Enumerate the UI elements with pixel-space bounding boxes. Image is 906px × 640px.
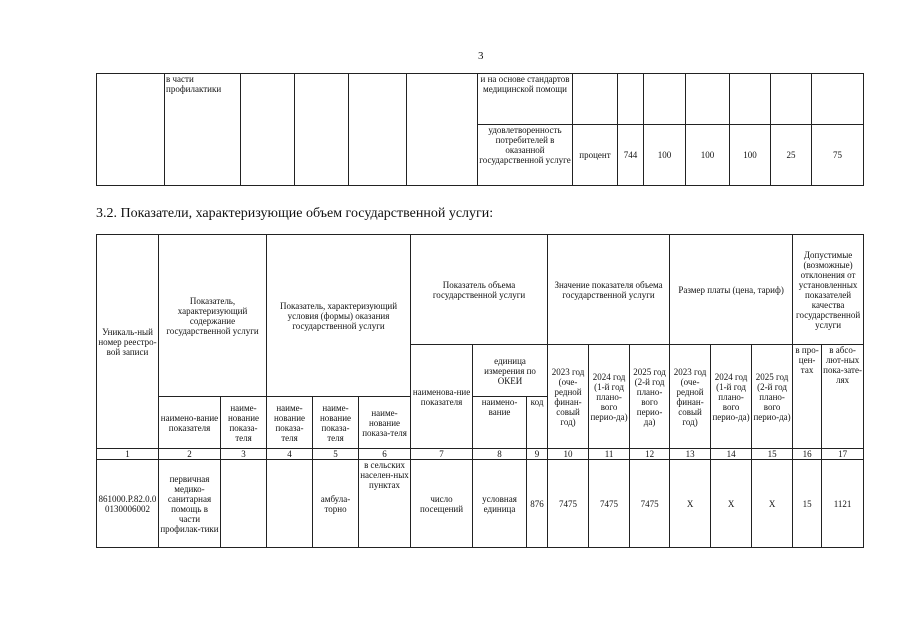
hdr-value-2024: 2024 год (1-й год плано-вого перио-да) (589, 345, 630, 449)
t1-code: 744 (618, 125, 644, 186)
t1-empty (730, 74, 771, 125)
unit-code: 876 (527, 460, 548, 548)
quality-table-continuation (96, 73, 864, 186)
column-number: 9 (527, 449, 548, 460)
hdr-content-name-1: наимено-вание показателя (159, 397, 221, 449)
hdr-unique-no: Уникаль-ный номер реестро-вой записи (97, 235, 159, 449)
column-number: 17 (822, 449, 864, 460)
t1-empty (618, 74, 644, 125)
t1-value-2024: 100 (686, 125, 730, 186)
column-number: 5 (313, 449, 359, 460)
value-2025: 7475 (630, 460, 670, 548)
hdr-condition-name-2: наиме-нование показа-теля (313, 397, 359, 449)
column-number: 6 (359, 449, 411, 460)
hdr-dev-pct: в про-цен-тах (793, 345, 822, 449)
t1-cell-4 (295, 74, 349, 186)
column-number: 1 (97, 449, 159, 460)
page-number: 3 (478, 50, 484, 62)
t1-cell-6 (407, 74, 478, 186)
t1-cell-3 (241, 74, 295, 186)
t1-unit: процент (573, 125, 618, 186)
deviation-percent: 15 (793, 460, 822, 548)
t1-indicator-2: удовлетворенность потребителей в оказанной государственной услуге (478, 125, 573, 186)
hdr-fee-2024: 2024 год (1-й год плано-вого перио-да) (711, 345, 752, 449)
column-number: 14 (711, 449, 752, 460)
column-number: 8 (473, 449, 527, 460)
t1-content-cell: в части профилактики (165, 74, 241, 186)
t1-empty (812, 74, 864, 125)
volume-indicator-name: число посещений (411, 460, 473, 548)
condition-indicator-2: амбула-торно (313, 460, 359, 548)
t1-cell-1 (97, 74, 165, 186)
fee-2025: Х (752, 460, 793, 548)
t1-empty (771, 74, 812, 125)
column-number: 11 (589, 449, 630, 460)
t1-empty (686, 74, 730, 125)
section-heading: 3.2. Показатели, характеризующие объем государственной услуги: (96, 206, 494, 221)
table-row (97, 460, 864, 548)
column-number: 16 (793, 449, 822, 460)
condition-indicator-3: в сельских населен-ных пунктах (359, 460, 411, 548)
t1-dev-abs: 75 (812, 125, 864, 186)
hdr-value-2025: 2025 год (2-й год плано-вого перио-да) (630, 345, 670, 449)
hdr-volume: Показатель объема государственной услуги (411, 235, 548, 345)
t1-empty (644, 74, 686, 125)
hdr-volume-name: наименова-ние показателя (411, 345, 473, 449)
t1-dev-pct: 25 (771, 125, 812, 186)
t1-value-2025: 100 (730, 125, 771, 186)
hdr-unit-okei: единица измерения по ОКЕИ (473, 345, 548, 397)
hdr-fee: Размер платы (цена, тариф) (670, 235, 793, 345)
hdr-deviation: Допустимые (возможные) отклонения от установленных показателей качества государственной услуги (793, 235, 864, 345)
column-number: 7 (411, 449, 473, 460)
hdr-dev-abs: в абсо-лют-ных пока-зате-лях (822, 345, 864, 449)
hdr-value-2023: 2023 год (оче-редной финан-совый год) (548, 345, 589, 449)
fee-2024: Х (711, 460, 752, 548)
column-number: 10 (548, 449, 589, 460)
t1-cell-5 (349, 74, 407, 186)
hdr-condition-name-1: наиме-нование показа-теля (267, 397, 313, 449)
t1-empty (573, 74, 618, 125)
value-2024: 7475 (589, 460, 630, 548)
condition-indicator-1 (267, 460, 313, 548)
t1-value-2023: 100 (644, 125, 686, 186)
unit-name: условная единица (473, 460, 527, 548)
t1-indicator-1: и на основе стандартов медицинской помощи (478, 74, 573, 125)
column-number: 3 (221, 449, 267, 460)
hdr-content-name-2: наиме-нование показа-теля (221, 397, 267, 449)
registry-number: 861000.Р.82.0.00130006002 (97, 460, 159, 548)
hdr-content: Показатель, характеризующий содержание государственной услуги (159, 235, 267, 397)
hdr-value: Значение показателя объема государственной услуги (548, 235, 670, 345)
column-number: 4 (267, 449, 313, 460)
hdr-unit-name: наимено-вание (473, 397, 527, 449)
value-2023: 7475 (548, 460, 589, 548)
volume-table (96, 234, 864, 548)
content-indicator: первичная медико-санитарная помощь в части профилак-тики (159, 460, 221, 548)
hdr-fee-2025: 2025 год (2-й год плано-вого перио-да) (752, 345, 793, 449)
hdr-condition-name-3: наиме-нование показа-теля (359, 397, 411, 449)
deviation-absolute: 1121 (822, 460, 864, 548)
fee-2023: Х (670, 460, 711, 548)
hdr-fee-2023: 2023 год (оче-редной финан-совый год) (670, 345, 711, 449)
hdr-condition: Показатель, характеризующий условия (формы) оказания государственной услуги (267, 235, 411, 397)
column-number: 13 (670, 449, 711, 460)
column-number: 12 (630, 449, 670, 460)
content-indicator-2 (221, 460, 267, 548)
hdr-unit-code: код (527, 397, 548, 449)
column-number: 15 (752, 449, 793, 460)
column-number: 2 (159, 449, 221, 460)
